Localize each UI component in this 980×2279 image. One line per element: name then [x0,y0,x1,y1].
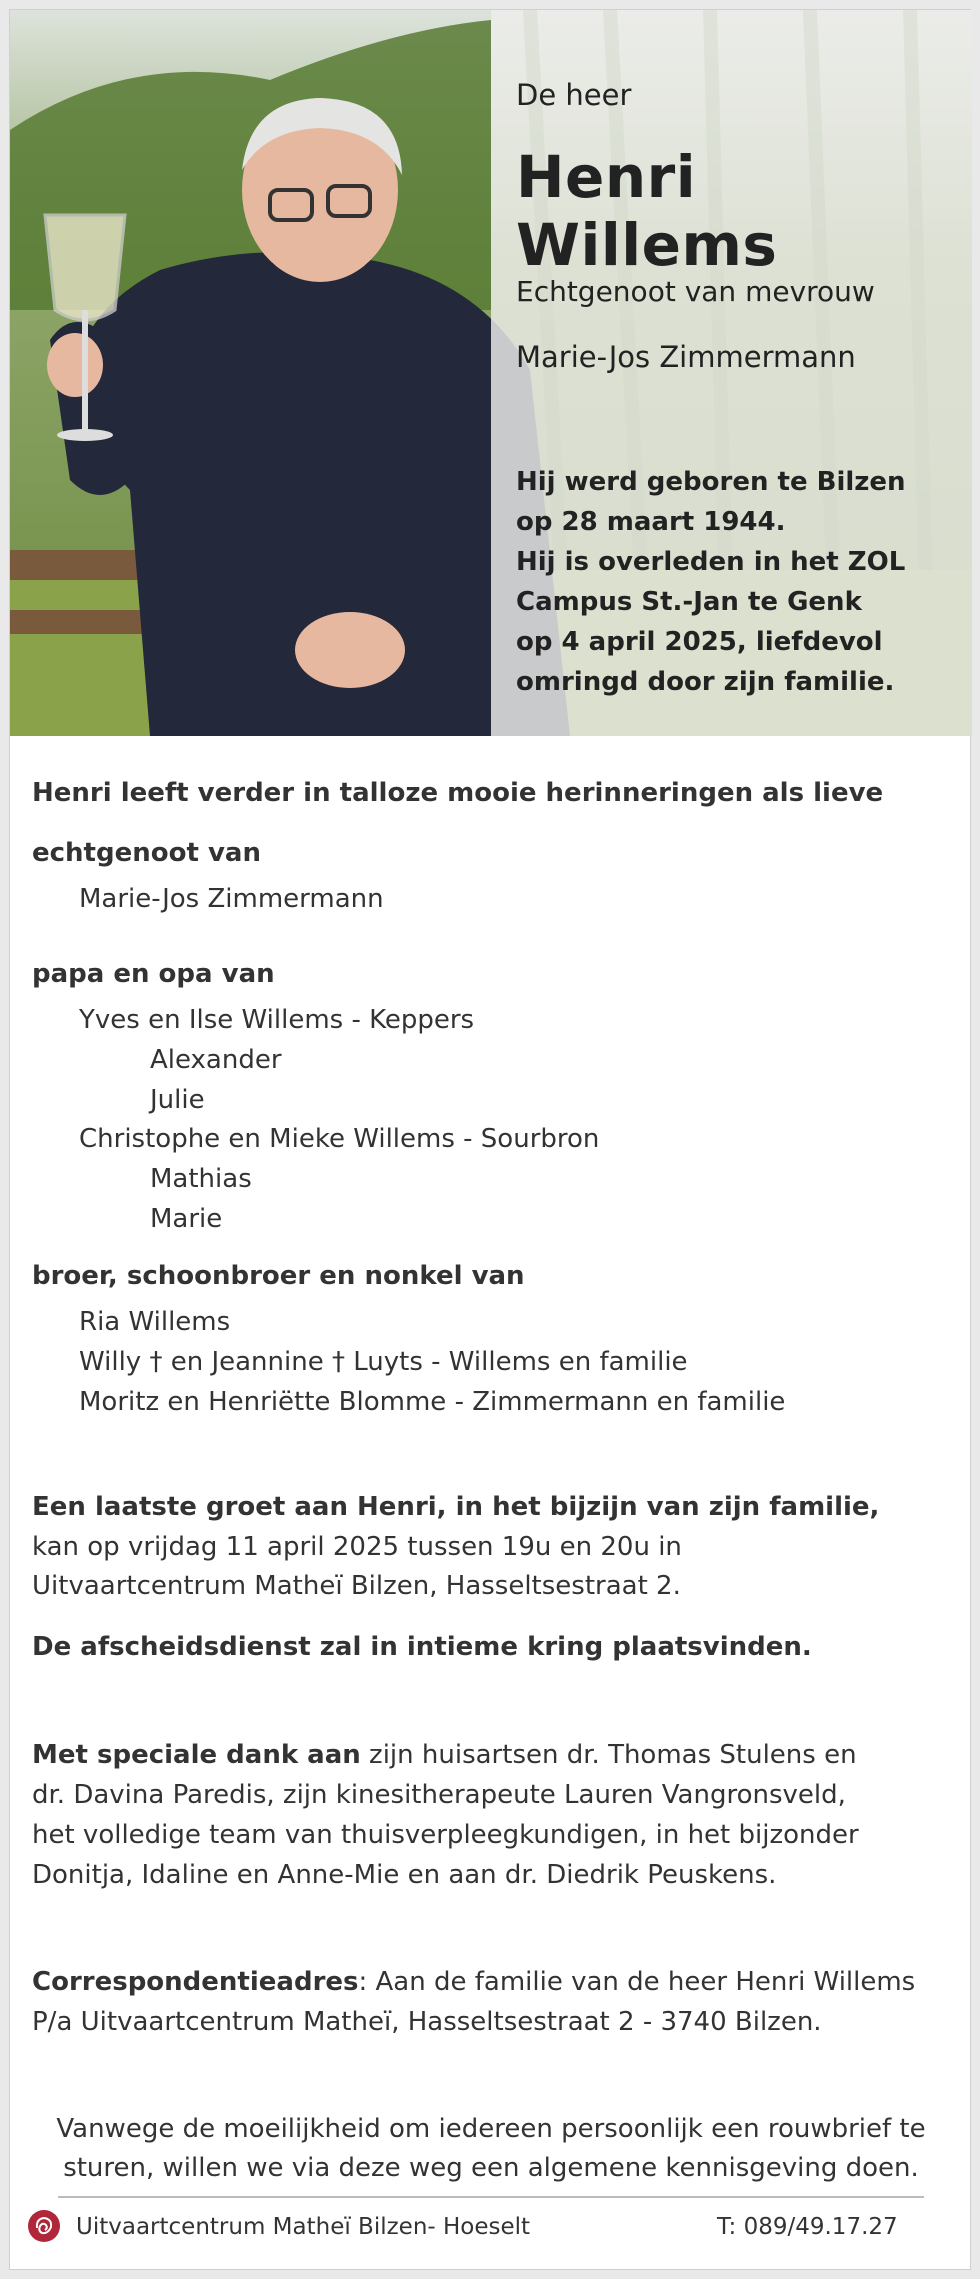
bio-line: Campus St.-Jan te Genk [516,587,862,617]
grandchild-entry: Mathias [150,1164,252,1194]
sibling-entry: Moritz en Henriëtte Blomme - Zimmermann en familie [79,1387,786,1417]
spouse-heading: echtgenoot van [32,838,261,868]
farewell-time: kan op vrijdag 11 april 2025 tussen 19u en 20u in [32,1532,682,1562]
thanks-line [32,1735,857,1775]
notice-line: Vanwege de moeilijkheid om iedereen persoonlijk een rouwbrief te [56,2114,926,2144]
grandchild-entry: Marie [150,1204,223,1234]
correspondence-text: : Aan de familie van de heer Henri Willems [358,1967,916,1997]
notice-line: sturen, willen we via deze weg een algemene kennisgeving doen. [63,2153,919,2183]
child-entry: Yves en Ilse Willems - Keppers [79,1005,475,1035]
intro-line: Henri leeft verder in talloze mooie herinneringen als lieve [32,778,884,808]
spouse-entry: Marie-Jos Zimmermann [79,884,384,914]
grandchild-entry: Alexander [150,1045,282,1075]
bio-line: Hij werd geboren te Bilzen [516,467,906,497]
deceased-name: Henri Willems [516,143,778,279]
correspondence-line [32,1962,915,2002]
thanks-line: het volledige team van thuisverpleegkundigen, in het bijzonder [32,1820,859,1850]
bio-block [516,462,906,702]
thanks-line: Donitja, Idaline en Anne-Mie en aan dr. Diedrik Peuskens. [32,1860,777,1890]
farewell-heading: Een laatste groet aan Henri, in het bijzijn van zijn familie, [32,1492,880,1522]
grandchild-entry: Julie [150,1085,205,1115]
bio-line: omringd door zijn familie. [516,667,895,697]
footer-divider [58,2196,924,2198]
child-entry: Christophe en Mieke Willems - Sourbron [79,1124,600,1154]
thanks-line: dr. Davina Paredis, zijn kinesitherapeute Lauren Vangronsveld, [32,1780,846,1810]
sibling-entry: Willy † en Jeannine † Luyts - Willems en familie [79,1347,688,1377]
bio-line: Hij is overleden in het ZOL [516,547,906,577]
spouse-name: Marie-Jos Zimmermann [516,340,856,374]
spouse-label: Echtgenoot van mevrouw [516,275,875,308]
footer-company: Uitvaartcentrum Matheï Bilzen- Hoeselt [76,2214,531,2240]
hero-section [10,10,972,736]
rose-logo-icon [26,2208,62,2244]
obituary-card [9,9,971,2270]
correspondence-address: P/a Uitvaartcentrum Matheï, Hasseltsestraat 2 - 3740 Bilzen. [32,2007,822,2037]
title-prefix: De heer [516,78,632,112]
farewell-location: Uitvaartcentrum Matheï Bilzen, Hasseltsestraat 2. [32,1571,681,1601]
correspondence-label: Correspondentieadres [32,1967,359,1997]
children-heading: papa en opa van [32,959,275,989]
footer-phone: T: 089/49.17.27 [717,2214,898,2240]
sibling-entry: Ria Willems [79,1307,231,1337]
bio-line: op 28 maart 1944. [516,507,786,537]
bio-line: op 4 april 2025, liefdevol [516,627,883,657]
siblings-heading: broer, schoonbroer en nonkel van [32,1261,525,1291]
thanks-label: Met speciale dank aan [32,1740,361,1770]
thanks-text: zijn huisartsen dr. Thomas Stulens en [360,1740,857,1770]
service-note: De afscheidsdienst zal in intieme kring plaatsvinden. [32,1632,812,1662]
